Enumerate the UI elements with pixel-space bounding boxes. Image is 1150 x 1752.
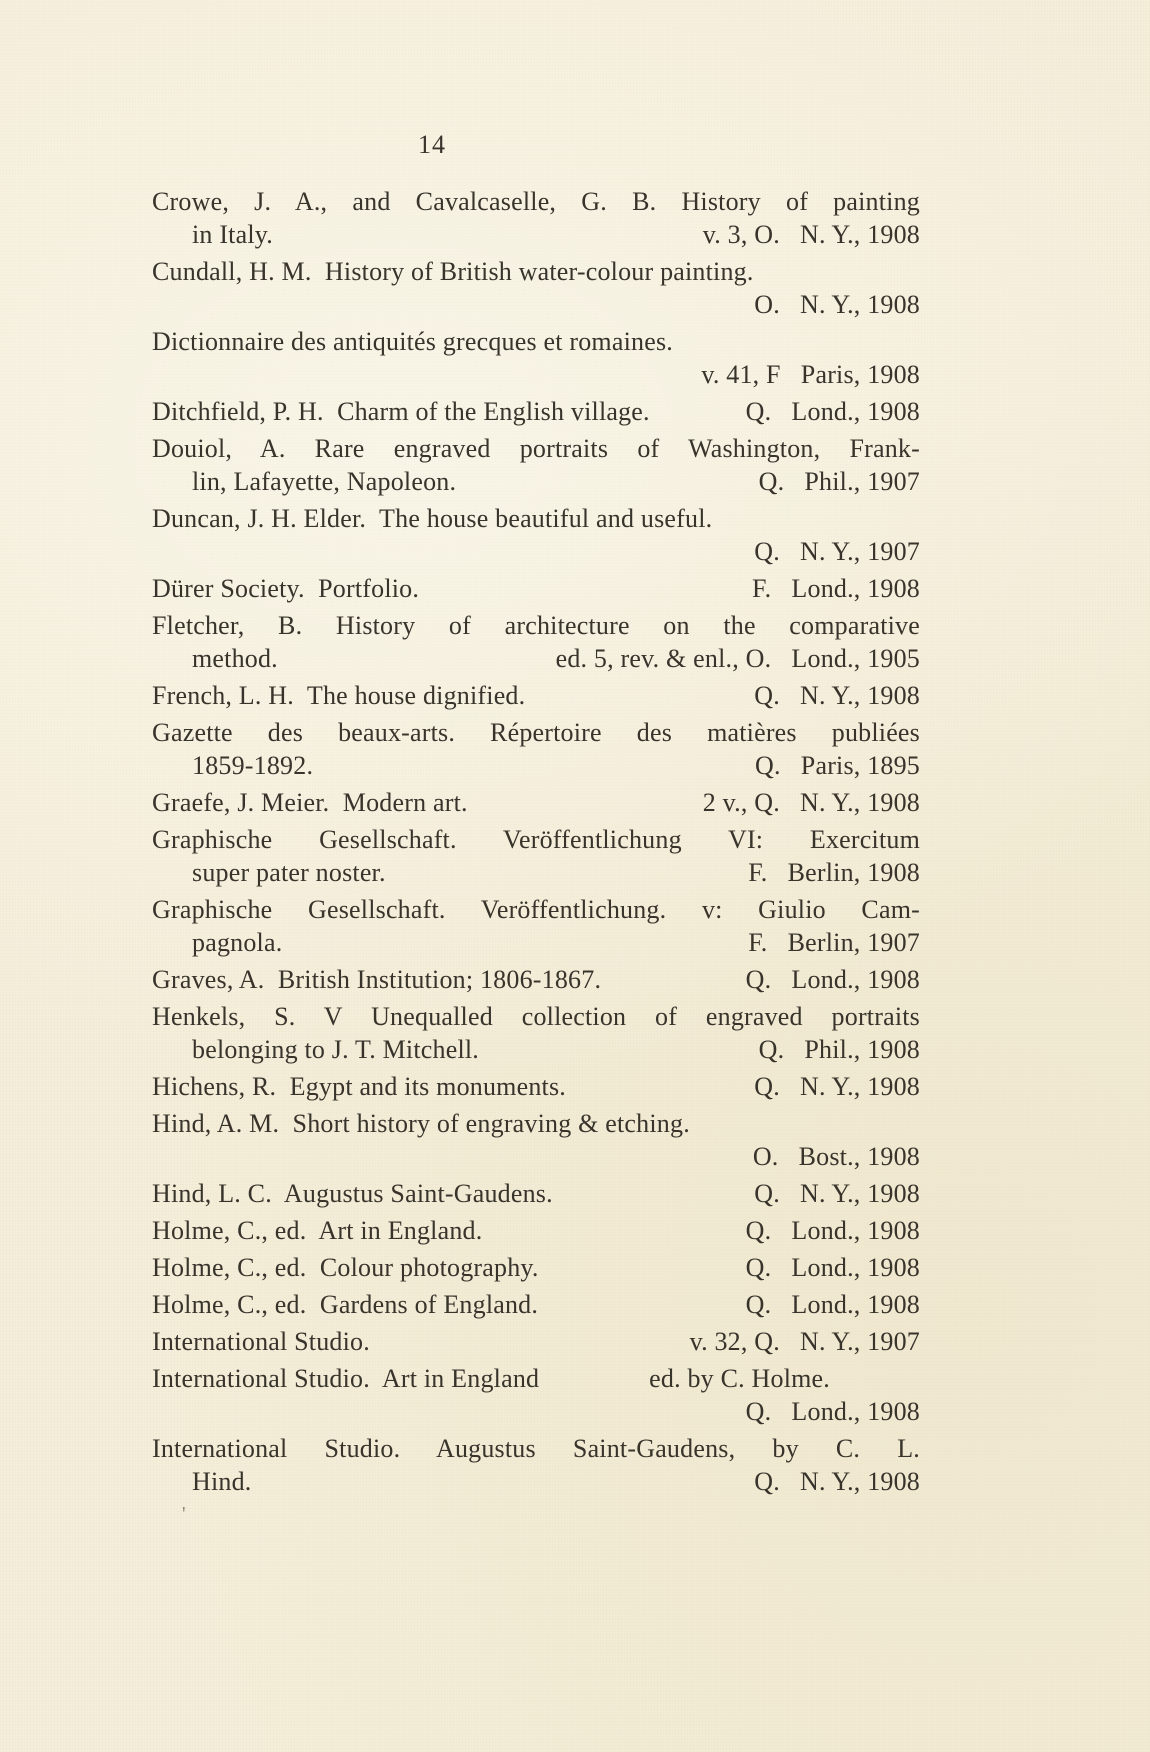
imprint-text: F. Berlin, 1908 [748, 858, 920, 887]
entry-line [152, 1177, 920, 1210]
entry-line [152, 218, 920, 251]
entry-line [152, 856, 920, 889]
entry-text: Graphische Gesellschaft. Veröffentlichung VI: Exercitum [152, 825, 920, 854]
imprint-text: Q. Phil., 1907 [758, 467, 920, 496]
entry-text: belonging to J. T. Mitchell. [192, 1035, 480, 1064]
imprint-text: O. Bost., 1908 [752, 1142, 920, 1171]
imprint-text: ed. 5, rev. & enl., O. Lond., 1905 [555, 644, 920, 673]
bibliography-entry [152, 1288, 920, 1321]
entry-text: 1859-1892. [192, 751, 314, 780]
entry-line [152, 1000, 920, 1033]
bibliography-entry [152, 823, 920, 889]
entry-line [152, 572, 920, 605]
entry-text: Graves, A. British Institution; 1806-1867. [152, 965, 602, 994]
entry-text: in Italy. [192, 220, 273, 249]
entry-line [152, 749, 920, 782]
imprint-text: Q. Lond., 1908 [745, 1290, 920, 1319]
entry-text: International Studio. Augustus Saint-Gaudens, by C. L. [152, 1434, 920, 1463]
entry-text: Dictionnaire des antiquités grecques et romaines. [152, 327, 673, 356]
entry-text: French, L. H. The house dignified. [152, 681, 526, 710]
entry-line [152, 893, 920, 926]
entries [152, 185, 920, 1498]
entry-line [152, 1288, 920, 1321]
entry-text: Duncan, J. H. Elder. The house beautiful and useful. [152, 504, 713, 533]
bibliography-entry [152, 255, 920, 321]
entry-line [152, 502, 920, 535]
bibliography-entry [152, 325, 920, 391]
entry-text: International Studio. Art in England [152, 1364, 540, 1393]
entry-line [152, 963, 920, 996]
entry-text: lin, Lafayette, Napoleon. [192, 467, 457, 496]
imprint-text: Q. Paris, 1895 [755, 751, 920, 780]
entry-line [152, 679, 920, 712]
entry-text: Ditchfield, P. H. Charm of the English village. [152, 397, 650, 426]
entry-text: pagnola. [192, 928, 283, 957]
imprint-text: O. N. Y., 1908 [754, 290, 920, 319]
imprint-text: 2 v., Q. N. Y., 1908 [702, 788, 920, 817]
bibliography-entry [152, 1214, 920, 1247]
entry-text: Crowe, J. A., and Cavalcaselle, G. B. History of painting [152, 187, 920, 216]
entry-text: Gazette des beaux-arts. Répertoire des matières publiées [152, 718, 920, 747]
entry-line [152, 1107, 920, 1140]
entry-line [152, 609, 920, 642]
entry-line [152, 1362, 920, 1395]
entry-line [152, 1395, 920, 1428]
entry-line [152, 358, 920, 391]
bibliography-entry [152, 1362, 920, 1428]
imprint-text: ed. by C. Holme. [649, 1364, 830, 1393]
bibliography-entry [152, 609, 920, 675]
imprint-text: v. 32, Q. N. Y., 1907 [689, 1327, 920, 1356]
bibliography-entry [152, 185, 920, 251]
entry-line [152, 642, 920, 675]
entry-line [152, 1325, 920, 1358]
imprint-text: Q. N. Y., 1908 [754, 1467, 920, 1496]
bibliography-entry [152, 1432, 920, 1498]
bibliography-entry [152, 1000, 920, 1066]
entry-text: International Studio. [152, 1327, 370, 1356]
entry-text: Dürer Society. Portfolio. [152, 574, 420, 603]
entry-line [152, 1033, 920, 1066]
imprint-text: Q. Lond., 1908 [745, 965, 920, 994]
bibliography-entry [152, 432, 920, 498]
entry-text: Hind. [192, 1467, 252, 1496]
entry-line [152, 432, 920, 465]
page-number: 14 [418, 130, 446, 159]
entry-line [152, 535, 920, 568]
entry-line [152, 1140, 920, 1173]
entry-text: Holme, C., ed. Art in England. [152, 1216, 483, 1245]
entry-line [152, 325, 920, 358]
imprint-text: Q. N. Y., 1908 [754, 1072, 920, 1101]
entry-text: Holme, C., ed. Colour photography. [152, 1253, 539, 1282]
entry-line [152, 185, 920, 218]
imprint-text: Q. Lond., 1908 [745, 1397, 920, 1426]
imprint-text: v. 3, O. N. Y., 1908 [702, 220, 920, 249]
imprint-text: F. Lond., 1908 [752, 574, 920, 603]
bibliography-entry [152, 502, 920, 568]
bibliography-entry [152, 786, 920, 819]
entry-line [152, 288, 920, 321]
entry-line [152, 926, 920, 959]
bibliography-entry [152, 1070, 920, 1103]
bibliography-entry [152, 395, 920, 428]
bibliography-entry [152, 1107, 920, 1173]
entry-line [152, 1251, 920, 1284]
entry-line [152, 1070, 920, 1103]
entry-line [152, 1465, 920, 1498]
imprint-text: Q. N. Y., 1907 [754, 537, 920, 566]
imprint-text: Q. Lond., 1908 [745, 1253, 920, 1282]
entry-line [152, 395, 920, 428]
bibliography-entry [152, 963, 920, 996]
bibliography-entry [152, 572, 920, 605]
stray-ink-mark: ' [182, 1503, 186, 1525]
imprint-text: Q. N. Y., 1908 [754, 681, 920, 710]
entry-text: Douiol, A. Rare engraved portraits of Washington, Frank- [152, 434, 920, 463]
entry-text: Cundall, H. M. History of British water-colour painting. [152, 257, 754, 286]
bibliography-entry [152, 1325, 920, 1358]
entry-text: method. [192, 644, 278, 673]
bibliography-entry [152, 893, 920, 959]
bibliography-entry [152, 1251, 920, 1284]
imprint-text: F. Berlin, 1907 [748, 928, 920, 957]
entry-text: Henkels, S. V Unequalled collection of engraved portraits [152, 1002, 920, 1031]
entry-line [152, 1432, 920, 1465]
entry-text: super pater noster. [192, 858, 386, 887]
entry-line [152, 786, 920, 819]
entry-text: Hichens, R. Egypt and its monuments. [152, 1072, 566, 1101]
entry-text: Graphische Gesellschaft. Veröffentlichung. v: Giulio Cam- [152, 895, 920, 924]
imprint-text: Q. Lond., 1908 [745, 1216, 920, 1245]
imprint-text: v. 41, F Paris, 1908 [701, 360, 920, 389]
entry-line [152, 255, 920, 288]
entry-text: Hind, L. C. Augustus Saint-Gaudens. [152, 1179, 553, 1208]
entry-line [152, 1214, 920, 1247]
entry-text: Graefe, J. Meier. Modern art. [152, 788, 468, 817]
bibliography-entry [152, 716, 920, 782]
entry-line [152, 716, 920, 749]
entry-text: Hind, A. M. Short history of engraving & etching. [152, 1109, 690, 1138]
entry-line [152, 823, 920, 856]
page-content [152, 128, 920, 1524]
imprint-text: Q. Lond., 1908 [745, 397, 920, 426]
entry-line [152, 465, 920, 498]
bibliography-entry [152, 1177, 920, 1210]
imprint-text: Q. Phil., 1908 [758, 1035, 920, 1064]
imprint-text: Q. N. Y., 1908 [754, 1179, 920, 1208]
entry-text: Fletcher, B. History of architecture on the comparative [152, 611, 920, 640]
entry-text: Holme, C., ed. Gardens of England. [152, 1290, 539, 1319]
bibliography-entry [152, 679, 920, 712]
